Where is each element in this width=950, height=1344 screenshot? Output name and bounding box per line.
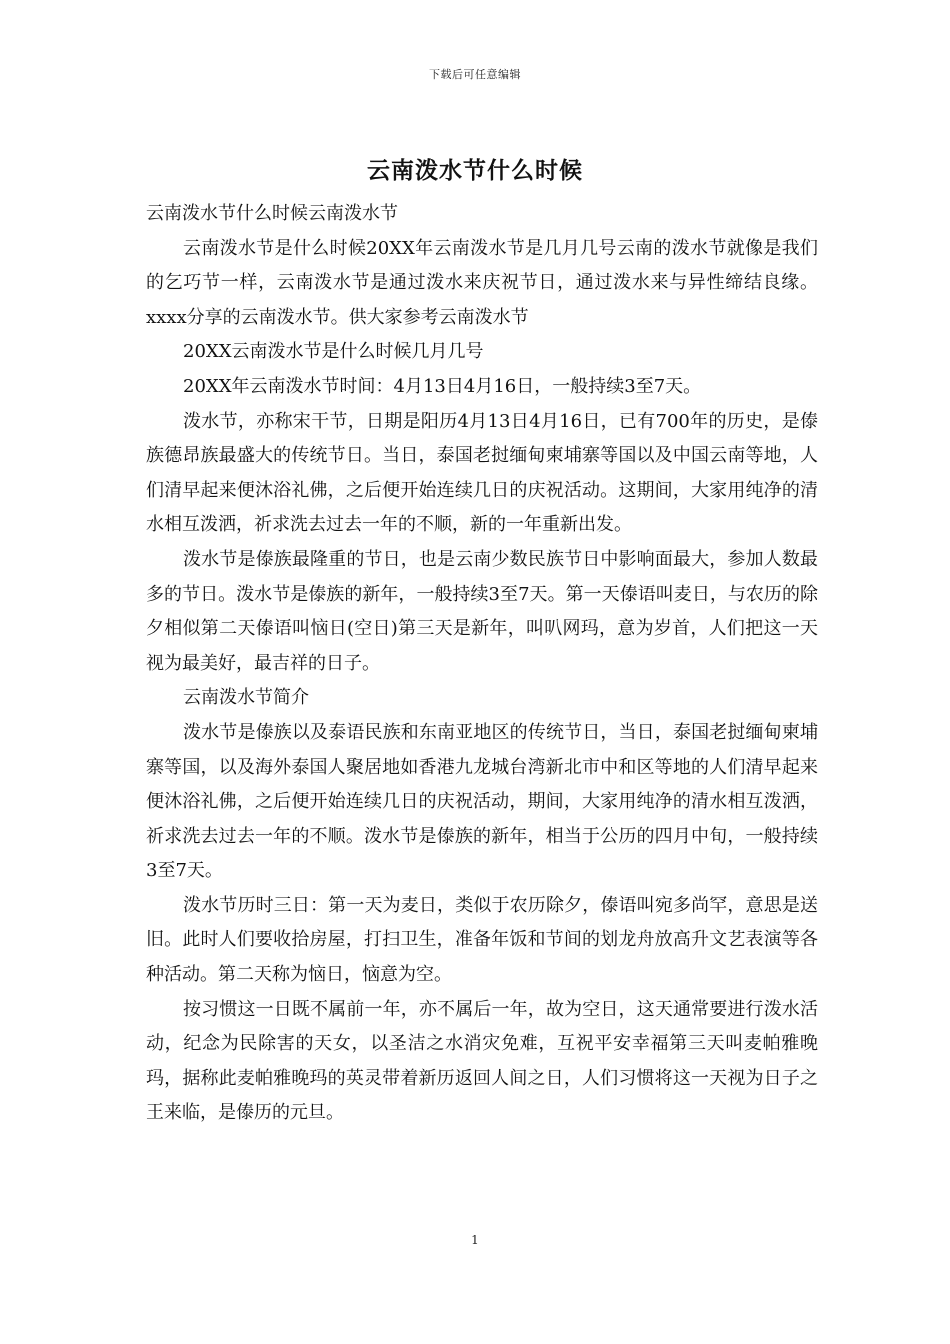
paragraph: 20XX年云南泼水节时间：4月13日4月16日，一般持续3至7天。 [183, 375, 702, 397]
section-heading: 云南泼水节简介 [183, 687, 309, 709]
paragraph: 泼水节是傣族最隆重的节日，也是云南少数民族节日中影响面最大，参加人数最多的节日。泼水节是傣族的新年，一般持续3至7天。第一天傣语叫麦日，与农历的除夕相似第二天傣语叫恼日(空日)第三天是新年，叫叭网玛，意为岁首，人们把这一天视为最美好，最吉祥的日子。 [146, 548, 818, 674]
document-body [146, 197, 818, 1131]
section-heading: 20XX云南泼水节是什么时候几月几号 [183, 341, 484, 363]
paragraph: 泼水节，亦称宋干节，日期是阳历4月13日4月16日，已有700年的历史，是傣族德昂族最盛大的传统节日。当日，泰国老挝缅甸柬埔寨等国以及中国云南等地，人们清早起来便沐浴礼佛，之后便开始连续几日的庆祝活动。这期间，大家用纯净的清水相互泼洒，祈求洗去过去一年的不顺，新的一年重新出发。 [146, 410, 818, 536]
paragraph: 按习惯这一日既不属前一年，亦不属后一年，故为空日，这天通常要进行泼水活动，纪念为民除害的天女，以圣洁之水消灾免难，互祝平安幸福第三天叫麦帕雅晚玛，据称此麦帕雅晚玛的英灵带着新历返回人间之日，人们习惯将这一天视为日子之王来临，是傣历的元旦。 [146, 998, 818, 1124]
paragraph: 泼水节历时三日：第一天为麦日，类似于农历除夕，傣语叫宛多尚罕，意思是送旧。此时人们要收拾房屋，打扫卫生，准备年饭和节间的划龙舟放高升文艺表演等各种活动。第二天称为恼日，恼意为空。 [146, 894, 818, 986]
paragraph: 云南泼水节什么时候云南泼水节 [146, 203, 398, 224]
paragraph: 云南泼水节是什么时候20XX年云南泼水节是几月几号云南的泼水节就像是我们的乞巧节一样，云南泼水节是通过泼水来庆祝节日，通过泼水来与异性缔结良缘。xxxx分享的云南泼水节。供大家参考云南泼水节 [146, 237, 818, 328]
document-title: 云南泼水节什么时候 [367, 157, 583, 184]
header-note: 下载后可任意编辑 [429, 68, 521, 81]
page-number: 1 [471, 1233, 479, 1247]
paragraph: 泼水节是傣族以及泰语民族和东南亚地区的传统节日，当日，泰国老挝缅甸柬埔寨等国，以及海外泰国人聚居地如香港九龙城台湾新北市中和区等地的人们清早起来便沐浴礼佛，之后便开始连续几日的庆祝活动，期间，大家用纯净的清水相互泼洒，祈求洗去过去一年的不顺。泼水节是傣族的新年，相当于公历的四月中旬，一般持续3至7天。 [146, 721, 818, 882]
